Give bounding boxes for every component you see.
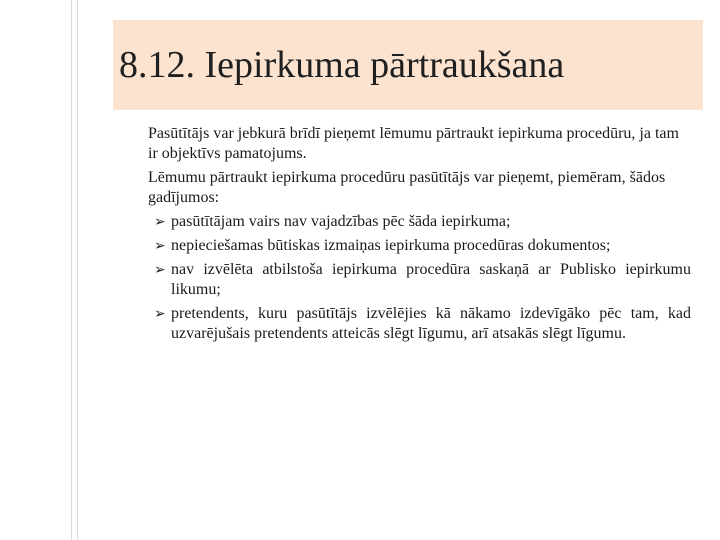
arrowhead-bullet-icon: ➢ [154, 306, 166, 322]
body-paragraph-1: Pasūtītājs var jebkurā brīdī pieņemt lēmumu pārtraukt iepirkuma procedūru, ja tam ir objektīvs pamatojums. [148, 125, 679, 162]
arrowhead-bullet-icon: ➢ [154, 262, 166, 278]
bullet-list [148, 212, 691, 344]
arrowhead-bullet-icon: ➢ [154, 238, 166, 254]
body-paragraph-2: Lēmumu pārtraukt iepirkuma procedūru pasūtītājs var pieņemt, piemēram, šādos gadījumos: [148, 169, 666, 206]
bullet-item [148, 212, 691, 232]
left-decorative-rule [71, 0, 72, 540]
bullet-text: pretendents, kuru pasūtītājs izvēlējies kā nākamo izdevīgāko pēc tam, kad uzvarējušais pretendents atteicās slēgt līgumu, arī atsakās slēgt līgumu. [171, 305, 691, 342]
bullet-text: nepieciešamas būtiskas izmaiņas iepirkuma procedūras dokumentos; [171, 237, 611, 254]
bullet-item [148, 304, 691, 344]
title-band [113, 20, 703, 110]
bullet-item [148, 260, 691, 300]
arrowhead-bullet-icon: ➢ [154, 214, 166, 230]
slide-title: 8.12. Iepirkuma pārtraukšana [119, 44, 565, 86]
bullet-item [148, 236, 691, 256]
bullet-text: pasūtītājam vairs nav vajadzības pēc šāda iepirkuma; [171, 213, 511, 230]
slide-body [148, 124, 691, 348]
bullet-text: nav izvēlēta atbilstoša iepirkuma procedūra saskaņā ar Publisko iepirkumu likumu; [171, 261, 691, 298]
left-decorative-rule-inner [77, 0, 78, 540]
